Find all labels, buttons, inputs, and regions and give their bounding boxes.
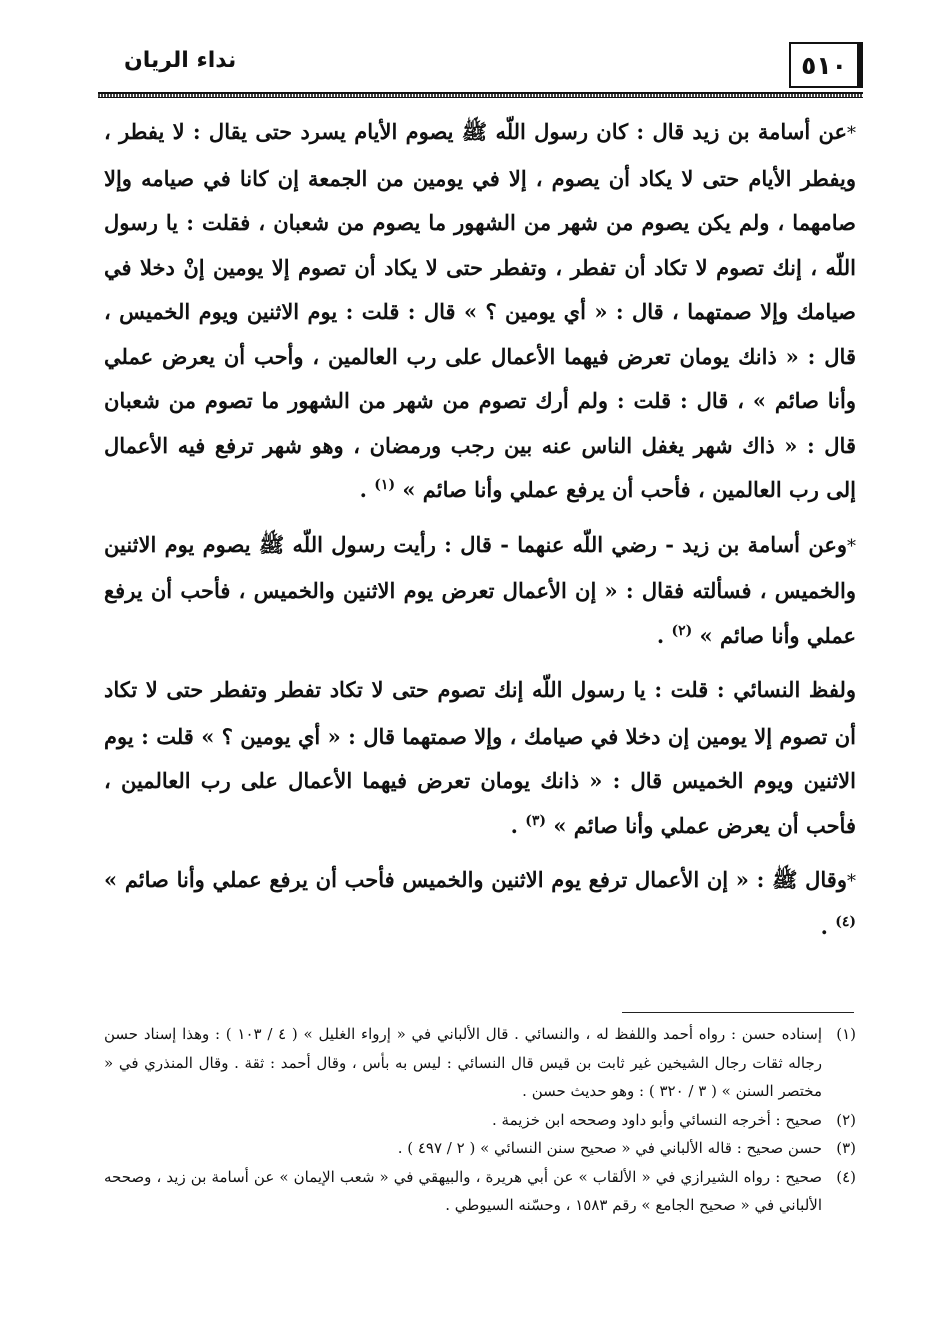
paragraph-end: . <box>656 622 672 648</box>
footnote-reference: (٤) <box>835 913 856 930</box>
paragraph <box>104 110 856 513</box>
paragraph-end: . <box>510 812 526 838</box>
footnote-reference: (٣) <box>525 812 547 829</box>
footnote <box>104 1134 856 1163</box>
footnote-number: (٤) <box>836 1167 856 1186</box>
footnote-divider <box>622 1012 854 1013</box>
footnote-text: حسن صحيح : قاله الألباني في « صحيح سنن النسائي » ( ٢ / ٤٩٧ ) . <box>397 1139 822 1157</box>
header-divider <box>98 92 863 98</box>
star-marker: * <box>847 535 856 557</box>
paragraph-end: . <box>359 477 375 502</box>
footnotes <box>104 1020 856 1220</box>
footnote-reference: (١) <box>374 477 396 493</box>
paragraph-text: ولفظ النسائي : قلت : يا رسول اللّه إنك تصوم حتى لا تكاد تفطر وتفطر حتى لا تكاد أن تصوم إلا يومين إن دخلا في صيامك ، وإلا صمتهما قال : « أي يومين ؟ » قلت : يوم الاثنين ويوم الخميس قال : « ذانك يومان تعرض فيهما الأعمال على رب العالمين ، فأحب أن يعرض عملي وأنا صائم » <box>104 677 856 838</box>
footnote <box>104 1020 856 1106</box>
paragraph-text: عن أسامة بن زيد قال : كان رسول اللّه ﷺ يصوم الأيام يسرد حتى يقال : لا يفطر ، ويفطر الأيام حتى لا يكاد أن يصوم ، إلا في يومين من الجمعة إن كانا في صيامه وإلا صامهما ، ولم يكن يصوم من شهر من الشهور ما يصوم من شعبان ، فقلت : يا رسول اللّه ، إنك تصوم لا تكاد أن تفطر ، وتفطر حتى لا يكاد أن تصوم إلا يومين إنْ دخلا في صيامك وإلا صمتهما ، قال : « أي يومين ؟ » قال : قلت : يوم الاثنين ويوم الخميس ، قال : « ذانك يومان تعرض فيهما الأعمال على رب العالمين ، وأحب أن يعرض عملي وأنا صائم » ، قال : قلت : ولم أرك تصوم من شهر من الشهور ما تصوم من شعبان قال : « ذاك شهر يغفل الناس عنه بين رجب ورمضان ، وهو شهر ترفع فيه الأعمال إلى رب العالمين ، فأحب أن يرفع عملي وأنا صائم » <box>104 119 856 502</box>
footnote <box>104 1163 856 1220</box>
page-header <box>98 38 863 98</box>
footnote-text: صحيح : أخرجه النسائي وأبو داود وصححه ابن خزيمة . <box>492 1110 822 1129</box>
page-number: ٥١٠ <box>789 42 863 88</box>
footnote-number: (١) <box>836 1025 856 1043</box>
paragraph <box>104 668 856 848</box>
footnote-number: (٢) <box>836 1110 856 1129</box>
paragraph-text: وعن أسامة بن زيد - رضي اللّه عنهما - قال : رأيت رسول اللّه ﷺ يصوم يوم الاثنين والخميس ، فسألته فقال : « إن الأعمال تعرض يوم الاثنين والخميس ، فأحب أن يرفع عملي وأنا صائم » <box>104 531 856 648</box>
footnote-number: (٣) <box>836 1139 856 1157</box>
paragraph <box>104 858 856 949</box>
footnote <box>104 1106 856 1135</box>
footnote-text: إسناده حسن : رواه أحمد واللفظ له ، والنسائي . قال الألباني في « إرواء الغليل » ( ٤ / ١٠٣ ) : وهذا إسناد حسن رجاله ثقات رجال الشيخين غير ثابت بن قيس قال النسائي : ليس به بأس ، وقال أحمد : ثقة . وقال المنذري في « مختصر السنن » ( ٣ / ٣٢٠ ) : وهو حديث حسن . <box>104 1025 822 1100</box>
paragraph-end: . <box>820 913 836 939</box>
main-text <box>104 110 856 949</box>
footnote-reference: (٢) <box>671 622 693 639</box>
star-marker: * <box>847 871 856 892</box>
paragraph <box>104 523 856 659</box>
star-marker: * <box>847 123 856 144</box>
footnote-text: صحيح : رواه الشيرازي في « الألقاب » عن أبي هريرة ، والبيهقي في « شعب الإيمان » عن أسامة بن زيد ، وصححه الألباني في « صحيح الجامع » رقم ١٥٨٣ ، وحسّنه السيوطي . <box>104 1167 822 1214</box>
paragraph-text: وقال ﷺ : « إن الأعمال ترفع يوم الاثنين والخميس فأحب أن يرفع عملي وأنا صائم » <box>104 867 847 892</box>
book-title: نداء الريان <box>124 48 237 73</box>
